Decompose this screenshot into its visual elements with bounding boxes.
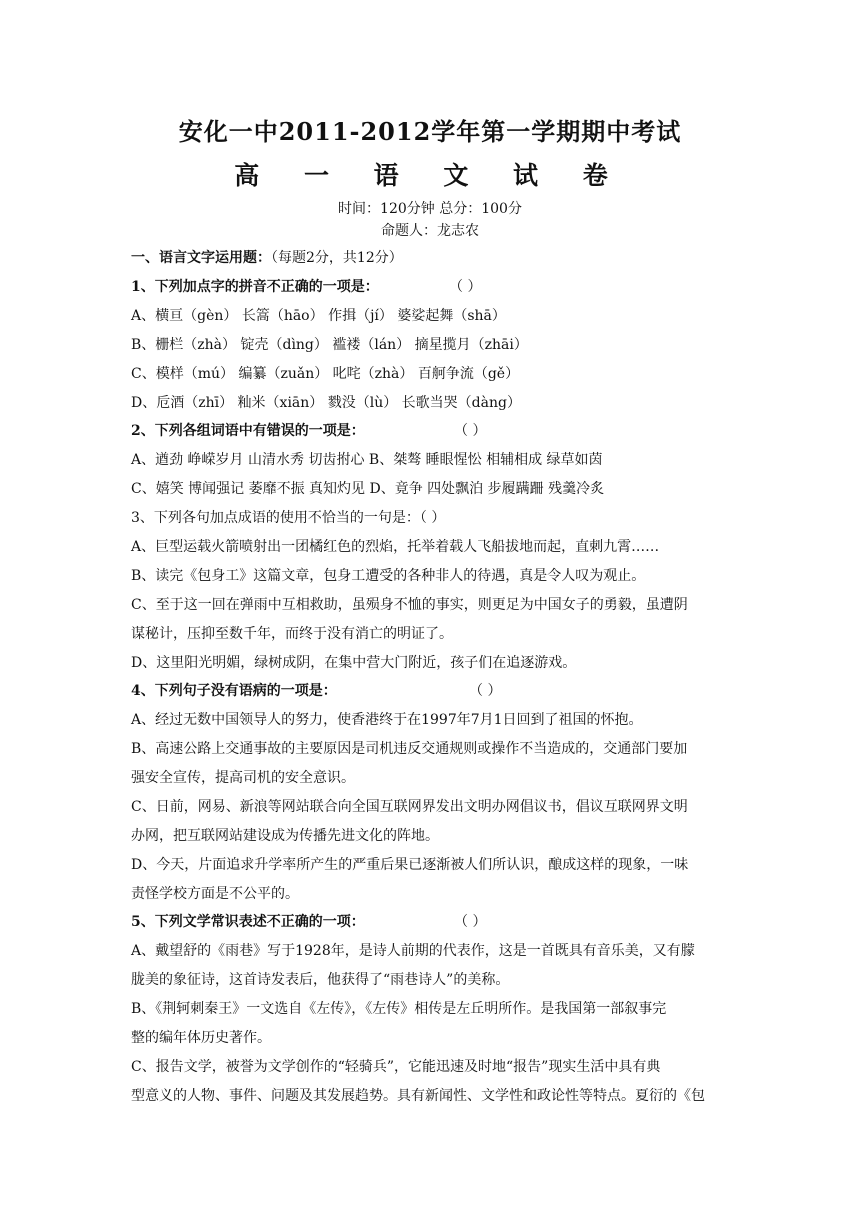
exam-author: 命题人：龙志农	[381, 223, 479, 239]
q1-option-a: A、横亘（gèn） 长篙（hāo） 作揖（jí） 婆娑起舞（shā）	[131, 308, 506, 324]
q3-option-d: D、这里阳光明媚，绿树成阴，在集中营大门附近，孩子们在追逐游戏。	[131, 655, 577, 671]
q2-options-ab: A、遒劲 峥嵘岁月 山清水秀 切齿拊心 B、桀骜 睡眼惺忪 相辅相成 绿草如茵	[131, 452, 603, 468]
question-5-stem: 5、下列文学常识表述不正确的一项：	[131, 914, 365, 930]
section-1-title: 一、语言文字运用题：	[131, 250, 271, 266]
question-4-stem: 4、下列句子没有语病的一项是：	[131, 683, 337, 699]
answer-paren: （ ）	[454, 914, 487, 930]
q4-option-a: A、经过无数中国领导人的努力，使香港终于在1997年7月1日回到了祖国的怀抱。	[131, 712, 643, 728]
q1-option-c: C、模样（mú） 编纂（zuǎn） 叱咤（zhà） 百舸争流（gě）	[131, 366, 520, 382]
section-1-heading	[131, 248, 746, 268]
q5-option-b-line1: B、《荆轲刺秦王》一文选自《左传》，《左传》相传是左丘明所作。是我国第一部叙事完	[131, 1001, 667, 1017]
answer-paren: （ ）	[469, 683, 502, 699]
section-1-note: （每题2分，共12分）	[271, 250, 403, 266]
answer-paren: （ ）	[449, 279, 482, 295]
answer-paren: （ ）	[454, 423, 487, 439]
q4-option-c-line2: 办网，把互联网站建设成为传播先进文化的阵地。	[131, 828, 439, 844]
exam-title: 安化一中2011-2012学年第一学期期中考试	[178, 117, 682, 146]
q4-option-d-line1: D、今天，片面追求升学率所产生的严重后果已逐渐被人们所认识，酿成这样的现象，一味	[131, 857, 689, 873]
q1-option-b: B、栅栏（zhà） 锭壳（dìng） 褴褛（lán） 摘星揽月（zhāi）	[131, 337, 528, 353]
q5-option-c-line1: C、报告文学，被誉为文学创作的“轻骑兵”，它能迅速及时地“报告”现实生活中具有典	[131, 1059, 661, 1075]
question-3-stem: 3、下列各句加点成语的使用不恰当的一句是：（ ）	[131, 510, 446, 526]
question-5	[131, 912, 746, 932]
q4-option-b-line2: 强安全宣传，提高司机的安全意识。	[131, 770, 355, 786]
q5-option-a-line1: A、戴望舒的《雨巷》写于1928年，是诗人前期的代表作，这是一首既具有音乐美，又有朦	[131, 943, 695, 959]
q4-option-d-line2: 责怪学校方面是不公平的。	[131, 886, 299, 902]
exam-subtitle: 高 一 语 文 试 卷	[234, 161, 626, 190]
q4-option-b-line1: B、高速公路上交通事故的主要原因是司机违反交通规则或操作不当造成的，交通部门要加	[131, 741, 688, 757]
q3-option-b: B、读完《包身工》这篇文章，包身工遭受的各种非人的待遇，真是令人叹为观止。	[131, 568, 646, 584]
question-2-stem: 2、下列各组词语中有错误的一项是：	[131, 423, 365, 439]
q4-option-c-line1: C、日前，网易、新浪等网站联合向全国互联网界发出文明办网倡议书，倡议互联网界文明	[131, 799, 688, 815]
q5-option-b-line2: 整的编年体历史著作。	[131, 1030, 271, 1046]
q1-option-d: D、卮酒（zhī） 籼米（xiān） 戮没（lù） 长歌当哭（dàng）	[131, 395, 521, 411]
question-1-stem: 1、下列加点字的拼音不正确的一项是：	[131, 279, 379, 295]
q3-option-a: A、巨型运载火箭喷射出一团橘红色的烈焰，托举着载人飞船拔地而起，直刺九霄……	[131, 539, 660, 555]
question-2	[131, 421, 746, 441]
q2-options-cd: C、嬉笑 博闻强记 萎靡不振 真知灼见 D、竟争 四处飘泊 步履蹒跚 残羹冷炙	[131, 481, 605, 497]
question-1	[131, 277, 746, 297]
q5-option-c-line2: 型意义的人物、事件、问题及其发展趋势。具有新闻性、文学性和政论性等特点。夏衍的《包	[131, 1088, 705, 1104]
q3-option-c-line2: 谋秘计，压抑至数千年，而终于没有消亡的明证了。	[131, 626, 453, 642]
time-and-score: 时间：120分钟 总分：100分	[338, 201, 522, 217]
question-4	[131, 681, 746, 701]
q3-option-c-line1: C、至于这一回在弹雨中互相救助，虽殒身不恤的事实，则更足为中国女子的勇毅，虽遭阴	[131, 597, 688, 613]
q5-option-a-line2: 胧美的象征诗，这首诗发表后，他获得了“雨巷诗人”的美称。	[131, 972, 510, 988]
